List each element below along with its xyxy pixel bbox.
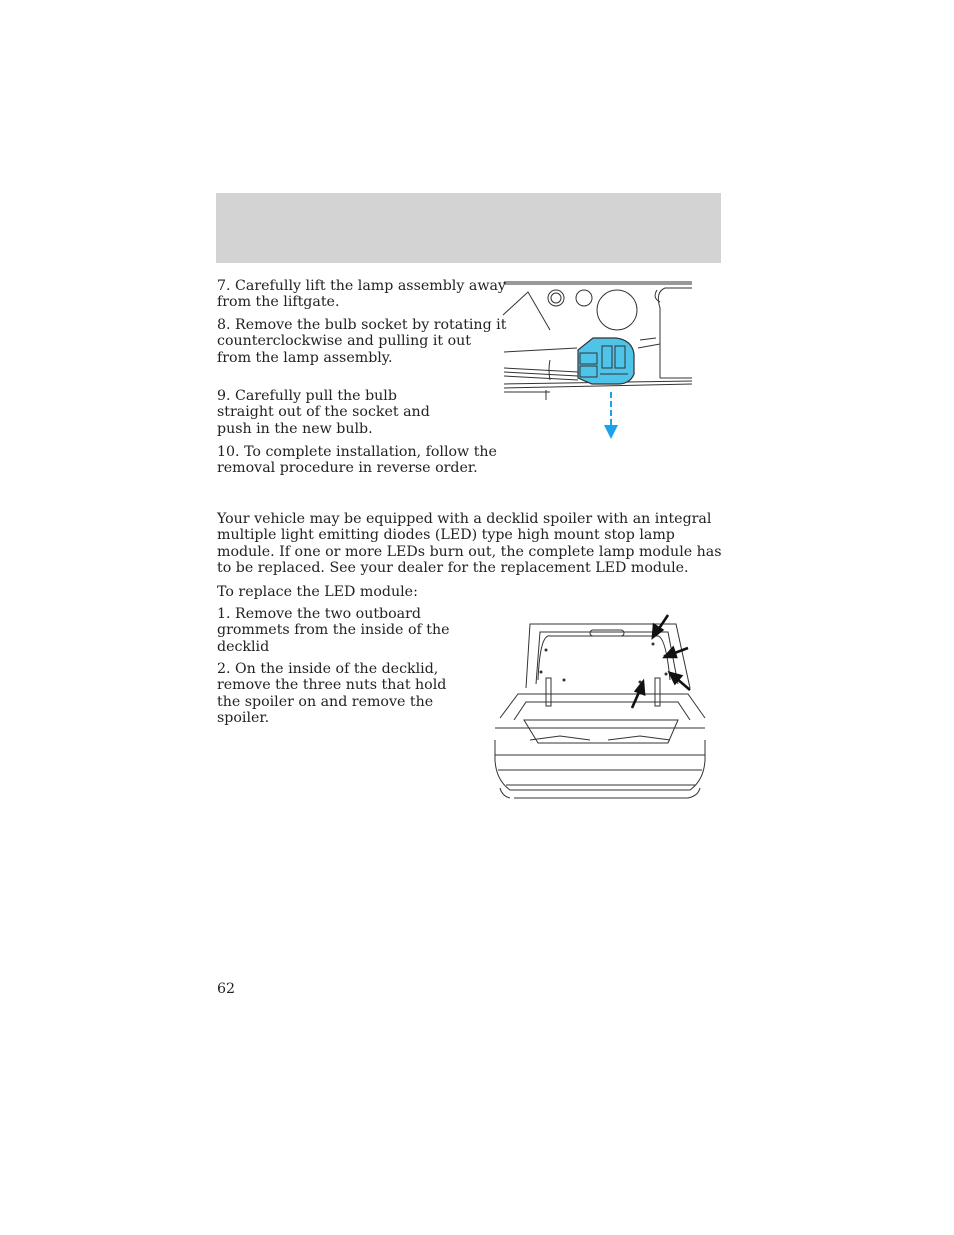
step-1: 1. Remove the two outboard grommets from the inside of the decklid bbox=[217, 606, 450, 655]
step-9: 9. Carefully pull the bulb straight out of the socket and push in the new bulb. bbox=[217, 388, 430, 437]
arrow-icon bbox=[665, 648, 688, 657]
step-10: 10. To complete installation, follow the removal procedure in reverse order. bbox=[217, 444, 497, 477]
section-header-band bbox=[216, 193, 721, 263]
page-number: 62 bbox=[217, 981, 236, 997]
replace-heading: To replace the LED module: bbox=[217, 584, 418, 600]
bulb-socket bbox=[578, 338, 634, 384]
down-arrow-icon bbox=[604, 392, 618, 439]
step-2: 2. On the inside of the decklid, remove the three nuts that hold the spoiler on and remove the spoiler. bbox=[217, 661, 447, 727]
arrow-icon bbox=[653, 615, 668, 637]
arrow-icon bbox=[632, 682, 644, 708]
step-8: 8. Remove the bulb socket by rotating it counterclockwise and pulling it out from the lamp assembly. bbox=[217, 317, 507, 366]
decklid-spoiler-illustration bbox=[490, 610, 712, 805]
step-7: 7. Carefully lift the lamp assembly away from the liftgate. bbox=[217, 278, 506, 311]
intro-paragraph: Your vehicle may be equipped with a decklid spoiler with an integral multiple light emitting diodes (LED) type high mount stop lamp module. If one or more LEDs burn out, the complete lamp module has to be replaced. See your dealer for the replacement LED module. bbox=[217, 511, 722, 577]
bulb-socket-illustration bbox=[500, 280, 695, 445]
